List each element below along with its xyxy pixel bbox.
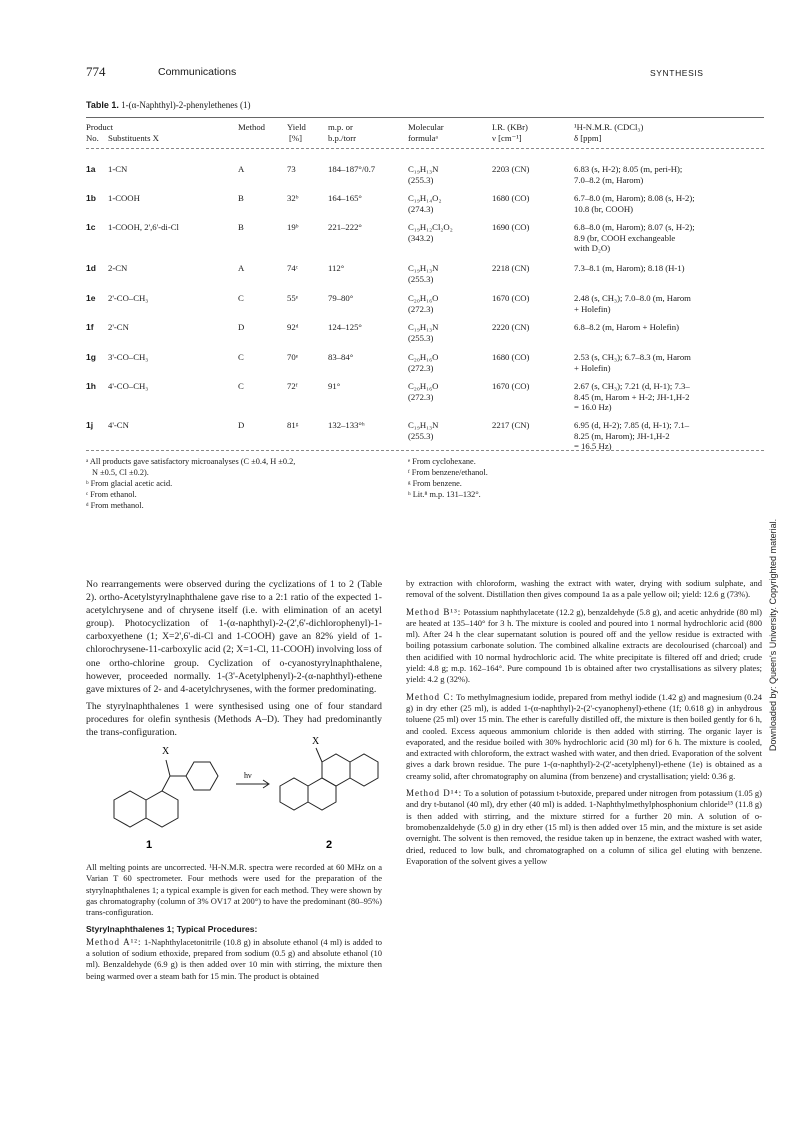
footnote-b: ᵇ From glacial acetic acid. bbox=[86, 479, 173, 488]
ir-cell: 1670 (CO) bbox=[492, 381, 530, 391]
table-caption bbox=[86, 100, 251, 110]
chrysene-ring-d bbox=[350, 754, 378, 786]
method-cell: D bbox=[238, 420, 245, 430]
molecular-weight: (272.3) bbox=[408, 391, 434, 402]
substituent-cell: 2'-CN bbox=[108, 322, 129, 332]
molecular-weight: (255.3) bbox=[408, 430, 434, 441]
yield-cell: 19ᵇ bbox=[287, 222, 299, 232]
left-column-lower bbox=[86, 862, 382, 986]
substituent-cell: 3'-CO–CH₃ bbox=[108, 352, 149, 362]
right-column bbox=[406, 578, 762, 871]
formula-cell bbox=[408, 222, 488, 243]
compound-label-1: 1 bbox=[146, 839, 153, 851]
nmr-line: with D₂O) bbox=[574, 243, 611, 254]
nmr-cell bbox=[574, 222, 754, 254]
method-cell: D bbox=[238, 322, 245, 332]
naphthalene-ring-b bbox=[146, 791, 178, 827]
footnotes-right bbox=[408, 456, 488, 500]
paragraph-synthesis: The styrylnaphthalenes 1 were synthesised using one of four standard procedures for olefin synthesis (Methods A–D). They had predominantly the trans-configuration. bbox=[86, 700, 382, 739]
molecular-formula: C₁₉H₁₄O₂ bbox=[408, 193, 442, 203]
nmr-line: 6.8–8.2 (m, Harom + Holefin) bbox=[574, 322, 680, 332]
yield-cell: 70ᵉ bbox=[287, 352, 298, 362]
nmr-cell bbox=[574, 420, 754, 452]
nmr-line: 2.48 (s, CH₃); 7.0–8.0 (m, Harom bbox=[574, 293, 691, 303]
col-header-yield-unit: [%] bbox=[289, 133, 303, 143]
compound-number: 1e bbox=[86, 293, 96, 303]
nmr-line: + Holefin) bbox=[574, 303, 611, 314]
yield-cell: 92ᵈ bbox=[287, 322, 299, 332]
table-caption-text: 1-(α-Naphthyl)-2-phenylethenes (1) bbox=[121, 100, 251, 110]
footnote-h: ʰ Lit.⁸ m.p. 131–132°. bbox=[408, 490, 481, 499]
mp-cell: 132–133°ʰ bbox=[328, 420, 365, 430]
col-header-product: Product bbox=[86, 122, 114, 132]
mp-cell: 164–165° bbox=[328, 193, 362, 203]
yield-cell: 55ᵉ bbox=[287, 293, 298, 303]
molecular-formula: C₂₀H₁₆O bbox=[408, 381, 439, 391]
molecular-weight: (255.3) bbox=[408, 273, 434, 284]
col-header-nmr-unit: δ [ppm] bbox=[574, 133, 602, 143]
formula-cell bbox=[408, 164, 488, 185]
yield-cell: 72ᶠ bbox=[287, 381, 298, 391]
nmr-cell bbox=[574, 293, 754, 314]
nmr-cell bbox=[574, 322, 754, 333]
molecular-weight: (255.3) bbox=[408, 174, 434, 185]
mp-cell: 79–80° bbox=[328, 293, 354, 303]
hv-label: hν bbox=[244, 771, 252, 780]
molecular-formula: C₁₉H₁₃N bbox=[408, 164, 439, 174]
paragraph-general: All melting points are uncorrected. ¹H-N.M.R. spectra were recorded at 60 MHz on a Varian T 60 spectrometer. Four methods were used for the preparation of the styrylnaphthalenes 1; a typical example is given for each method. They were shown by gas chromatography (column of 3% OV17 at 200°) to have the predominant (80–95%) trans-configuration. bbox=[86, 862, 382, 918]
footnote-g: ᵍ From benzene. bbox=[408, 479, 462, 488]
substituent-cell: 1-COOH, 2',6'-di-Cl bbox=[108, 222, 179, 232]
method-b-text: Potassium naphthylacetate (12.2 g), benzaldehyde (5.8 g), and acetic anhydride (80 ml) are heated at 135–140° for 3 h. The mixture is cooled and poured into 1 normal hydrochloric acid (800 ml). After 24 h the clear supernatant solution is poured off and the yellow residue is extracted with boiling potassium carbonate solution. The combined alkaline extracts are decolourised (charcoal) and then acidified with 10 normal hydrochloric acid. The white precipitate is filtered off and dried; crude yield: 4.8 g; m.p. 162–164°. Pure compound 1b is obtained after two crystallisations as silvery plates; yield: 4.2 g (32%). bbox=[406, 606, 762, 685]
nmr-line: = 16.5 Hz) bbox=[574, 441, 612, 452]
table-top-rule bbox=[86, 117, 764, 118]
chrysene-ring-a bbox=[280, 778, 308, 810]
method-cell: C bbox=[238, 293, 244, 303]
ir-cell: 1680 (CO) bbox=[492, 352, 530, 362]
col-header-ir-unit: ν [cm⁻¹] bbox=[492, 133, 522, 143]
table-header-rule bbox=[86, 148, 764, 149]
method-cell: A bbox=[238, 263, 245, 273]
col-header-yield: Yield bbox=[287, 122, 306, 132]
method-cell: B bbox=[238, 222, 244, 232]
method-c-text: To methylmagnesium iodide, prepared from methyl iodide (1.42 g) and magnesium (0.24 g) in dry ether (25 ml), is added 1-(α-naphthyl)-2-(2'-cyanophenyl)-ethene (1f; 0.618 g) in anhydrous toluene (25 ml) over 15 min. The ether is carefully distilled off, the mixture is then boiled gently for 6 h, and cooled. Excess aqueous ammonium chloride is then added with stirring. The organic layer is evaporated, and the residue boiled with 30% hydrochloric acid (30 ml) for 6 h. The mixture is cooled, and extracted with chloroform, the extract washed with water, and then dried. Evaporation of the solvent gives a dark brown residue. The pure 1-(α-naphthyl)-2-(2'-acetylphenyl)-ethene (1e) is obtained as a creamy solid, after chromatography on alumina (from benzene) and crystallisation; yield: 0.36 g. bbox=[406, 691, 762, 781]
yield-cell: 74ᶜ bbox=[287, 263, 298, 273]
molecular-formula: C₁₉H₁₃N bbox=[408, 420, 439, 430]
ir-cell: 1690 (CO) bbox=[492, 222, 530, 232]
nmr-line: 7.0–8.2 (m, Harom) bbox=[574, 174, 644, 185]
substituent-cell: 1-COOH bbox=[108, 193, 140, 203]
naphthalene-ring-a bbox=[114, 791, 146, 827]
molecular-formula: C₁₉H₁₃N bbox=[408, 263, 439, 273]
formula-cell bbox=[408, 322, 488, 343]
method-cell: C bbox=[238, 381, 244, 391]
compound-number: 1b bbox=[86, 193, 96, 203]
footnote-a-cont: N ±0.5, Cl ±0.2). bbox=[92, 468, 149, 477]
substituent-x-1: X bbox=[162, 746, 170, 757]
nmr-cell bbox=[574, 164, 754, 185]
paragraph-continued: by extraction with chloroform, washing the extract with water, drying with sodium sulphate, and removal of the solvent. Distillation then gives compound 1a as a pale yellow oil; yield: 12.6 g (73%). bbox=[406, 578, 762, 600]
method-a-text: 1-Naphthylacetonitrile (10.8 g) in absolute ethanol (4 ml) is added to a solution of sodium ethoxide, prepared from sodium (0.5 g) and absolute ethanol (10 ml). Benzaldehyde (6.9 g) is then added over 10 min with stirring, the mixture then being warmed over a steam bath for 15 min. The product is obtained bbox=[86, 936, 382, 981]
compound-label-2: 2 bbox=[326, 839, 333, 851]
method-a-label: Method A¹²: bbox=[86, 936, 142, 947]
nmr-line: + Holefin) bbox=[574, 362, 611, 373]
footnotes-left bbox=[86, 456, 295, 511]
mp-cell: 83–84° bbox=[328, 352, 354, 362]
chrysene-ring-c bbox=[322, 754, 350, 786]
molecular-formula: C₂₀H₁₆O bbox=[408, 352, 439, 362]
substituent-cell: 2-CN bbox=[108, 263, 128, 273]
paragraph-method-d bbox=[406, 788, 762, 867]
mp-cell: 91° bbox=[328, 381, 341, 391]
nmr-line: 2.67 (s, CH₃); 7.21 (d, H-1); 7.3– bbox=[574, 381, 690, 391]
ethene-bridge bbox=[162, 776, 186, 791]
col-header-molecular: Molecular bbox=[408, 122, 444, 132]
page-number: 774 bbox=[86, 64, 106, 79]
paragraph-method-c bbox=[406, 692, 762, 782]
method-d-label: Method D¹⁴: bbox=[406, 788, 463, 799]
nmr-line: 7.3–8.1 (m, Harom); 8.18 (H-1) bbox=[574, 263, 685, 273]
col-header-mp: m.p. or bbox=[328, 122, 353, 132]
journal-name: SYNTHESIS bbox=[650, 68, 704, 78]
procedures-heading: Styrylnaphthalenes 1; Typical Procedures: bbox=[86, 924, 258, 935]
formula-cell bbox=[408, 193, 488, 214]
compound-number: 1a bbox=[86, 164, 96, 174]
reaction-scheme bbox=[86, 722, 386, 852]
ir-cell: 1680 (CO) bbox=[492, 193, 530, 203]
molecular-weight: (274.3) bbox=[408, 203, 434, 214]
mp-cell: 124–125° bbox=[328, 322, 362, 332]
substituent-cell: 4'-CN bbox=[108, 420, 129, 430]
table-bottom-rule bbox=[86, 450, 764, 451]
nmr-line: = 16.0 Hz) bbox=[574, 402, 612, 413]
col-header-method: Method bbox=[238, 122, 266, 132]
substituent-bond-1 bbox=[166, 760, 170, 776]
formula-cell bbox=[408, 293, 488, 314]
nmr-line: 6.95 (d, H-2); 7.85 (d, H-1); 7.1– bbox=[574, 420, 690, 430]
substituent-x-2: X bbox=[312, 736, 320, 747]
nmr-cell bbox=[574, 263, 754, 274]
substituent-cell: 1-CN bbox=[108, 164, 128, 174]
mp-cell: 221–222° bbox=[328, 222, 362, 232]
compound-number: 1h bbox=[86, 381, 96, 391]
mp-cell: 184–187°/0.7 bbox=[328, 164, 376, 174]
method-c-label: Method C: bbox=[406, 691, 454, 702]
mp-cell: 112° bbox=[328, 263, 345, 273]
molecular-formula: C₁₉H₁₃N bbox=[408, 322, 439, 332]
nmr-line: 8.9 (br, COOH exchangeable bbox=[574, 232, 676, 243]
footnote-d: ᵈ From methanol. bbox=[86, 501, 144, 510]
method-cell: A bbox=[238, 164, 245, 174]
substituent-bond-2 bbox=[316, 748, 322, 762]
method-cell: B bbox=[238, 193, 244, 203]
method-d-text: To a solution of potassium t-butoxide, prepared under nitrogen from potassium (1.05 g) and dry t-butanol (40 ml), dry ether (40 ml) is added. 1-Naphthylmethylphosphonium chloride¹⁵ (11.8 g) is then added with stirring, and the mixture stirred for a further 20 min. A solution of o-bromobenzaldehyde (5.0 g) in dry ether (15 ml) is then added over 15 min, and the mixture is set aside overnight. The solvent is then removed, the residue taken up in benzene, the extract washed with water, dried, reduced to low bulk, and chromatographed on a column of silica gel eluting with benzene. Evaporation of the solvent gives a yellow bbox=[406, 788, 762, 866]
footnote-c: ᶜ From ethanol. bbox=[86, 490, 137, 499]
footnote-f: ᶠ From benzene/ethanol. bbox=[408, 468, 488, 477]
nmr-line: 6.8–8.0 (m, Harom); 8.07 (s, H-2); bbox=[574, 222, 695, 232]
molecular-weight: (343.2) bbox=[408, 232, 434, 243]
compound-number: 1d bbox=[86, 263, 96, 273]
footnote-e: ᵉ From cyclohexane. bbox=[408, 457, 476, 466]
yield-cell: 81ᵍ bbox=[287, 420, 299, 430]
paragraph-cyclizations: No rearrangements were observed during the cyclizations of 1 to 2 (Table 2). ortho-Acetylstyrylnaphthalene gave rise to a 2:1 ratio of the expected 1-acetylchrysene and of chrysene itself (i.e. with elimination of an acetyl group). Photocyclization of 1-(α-naphthyl)-2-(2',6'-dichlorophenyl)-1-carboxyethene (1; X=2',6'-di-Cl and 1-COOH) gave an 82% yield of 1-chlorochrysene-11-carboxylic acid (2; X=1-Cl, 11-COOH) involving loss of one ortho-chlorine group. Cyclization of o-cyanostyrylnaphthalene, however, proceeded normally. 1-(3'-Acetylphenyl)-2-(α-naphthyl)-ethene gave mixtures of 2- and 4-acetylchrysenes, with the former predominating. bbox=[86, 579, 382, 695]
compound-number: 1j bbox=[86, 420, 94, 430]
nmr-line: 8.25 (m, Harom); JH-1,H-2 bbox=[574, 430, 670, 441]
molecular-weight: (272.3) bbox=[408, 303, 434, 314]
paragraph-method-a bbox=[86, 937, 382, 982]
col-header-bp: b.p./torr bbox=[328, 133, 356, 143]
col-header-nmr: ¹H-N.M.R. (CDCl₃) bbox=[574, 122, 644, 132]
ir-cell: 1670 (CO) bbox=[492, 293, 530, 303]
yield-cell: 73 bbox=[287, 164, 296, 174]
nmr-cell bbox=[574, 352, 754, 373]
ir-cell: 2220 (CN) bbox=[492, 322, 530, 332]
molecular-weight: (272.3) bbox=[408, 362, 434, 373]
formula-cell bbox=[408, 420, 488, 441]
nmr-line: 6.83 (s, H-2); 8.05 (m, peri-H); bbox=[574, 164, 683, 174]
footnote-a: ᵃ All products gave satisfactory microanalyses (C ±0.4, H ±0.2, bbox=[86, 457, 296, 466]
formula-cell bbox=[408, 263, 488, 284]
left-column bbox=[86, 578, 382, 743]
method-cell: C bbox=[238, 352, 244, 362]
paragraph-method-b bbox=[406, 607, 762, 686]
col-header-formula: formulaᵃ bbox=[408, 133, 438, 143]
nmr-cell bbox=[574, 381, 754, 413]
download-watermark-text: Downloaded by: Queen's University. Copyrighted material. bbox=[768, 518, 778, 752]
ir-cell: 2217 (CN) bbox=[492, 420, 530, 430]
col-header-substituents: Substituents X bbox=[108, 133, 159, 143]
nmr-line: 10.8 (br, COOH) bbox=[574, 203, 634, 214]
download-watermark bbox=[762, 460, 784, 810]
substituent-cell: 2'-CO–CH₃ bbox=[108, 293, 149, 303]
phenyl-ring bbox=[186, 762, 218, 790]
ir-cell: 2203 (CN) bbox=[492, 164, 530, 174]
section-title: Communications bbox=[158, 66, 237, 78]
method-b-label: Method B¹³: bbox=[406, 606, 462, 617]
molecular-formula: C₁₉H₁₂Cl₂O₂ bbox=[408, 222, 453, 232]
formula-cell bbox=[408, 352, 488, 373]
nmr-line: 8.45 (m, Harom + H-2; JH-1,H-2 bbox=[574, 391, 690, 402]
nmr-cell bbox=[574, 193, 754, 214]
nmr-line: 2.53 (s, CH₃); 6.7–8.3 (m, Harom bbox=[574, 352, 691, 362]
table-caption-label: Table 1. bbox=[86, 100, 119, 110]
formula-cell bbox=[408, 381, 488, 402]
nmr-line: 6.7–8.0 (m, Harom); 8.08 (s, H-2); bbox=[574, 193, 695, 203]
substituent-cell: 4'-CO–CH₃ bbox=[108, 381, 149, 391]
col-header-ir: I.R. (KBr) bbox=[492, 122, 528, 132]
compound-number: 1g bbox=[86, 352, 96, 362]
chrysene-ring-b bbox=[308, 778, 336, 810]
compound-number: 1c bbox=[86, 222, 96, 232]
molecular-formula: C₂₀H₁₆O bbox=[408, 293, 439, 303]
molecular-weight: (255.3) bbox=[408, 332, 434, 343]
ir-cell: 2218 (CN) bbox=[492, 263, 530, 273]
col-header-no: No. bbox=[86, 133, 99, 143]
compound-number: 1f bbox=[86, 322, 94, 332]
yield-cell: 32ᵇ bbox=[287, 193, 299, 203]
